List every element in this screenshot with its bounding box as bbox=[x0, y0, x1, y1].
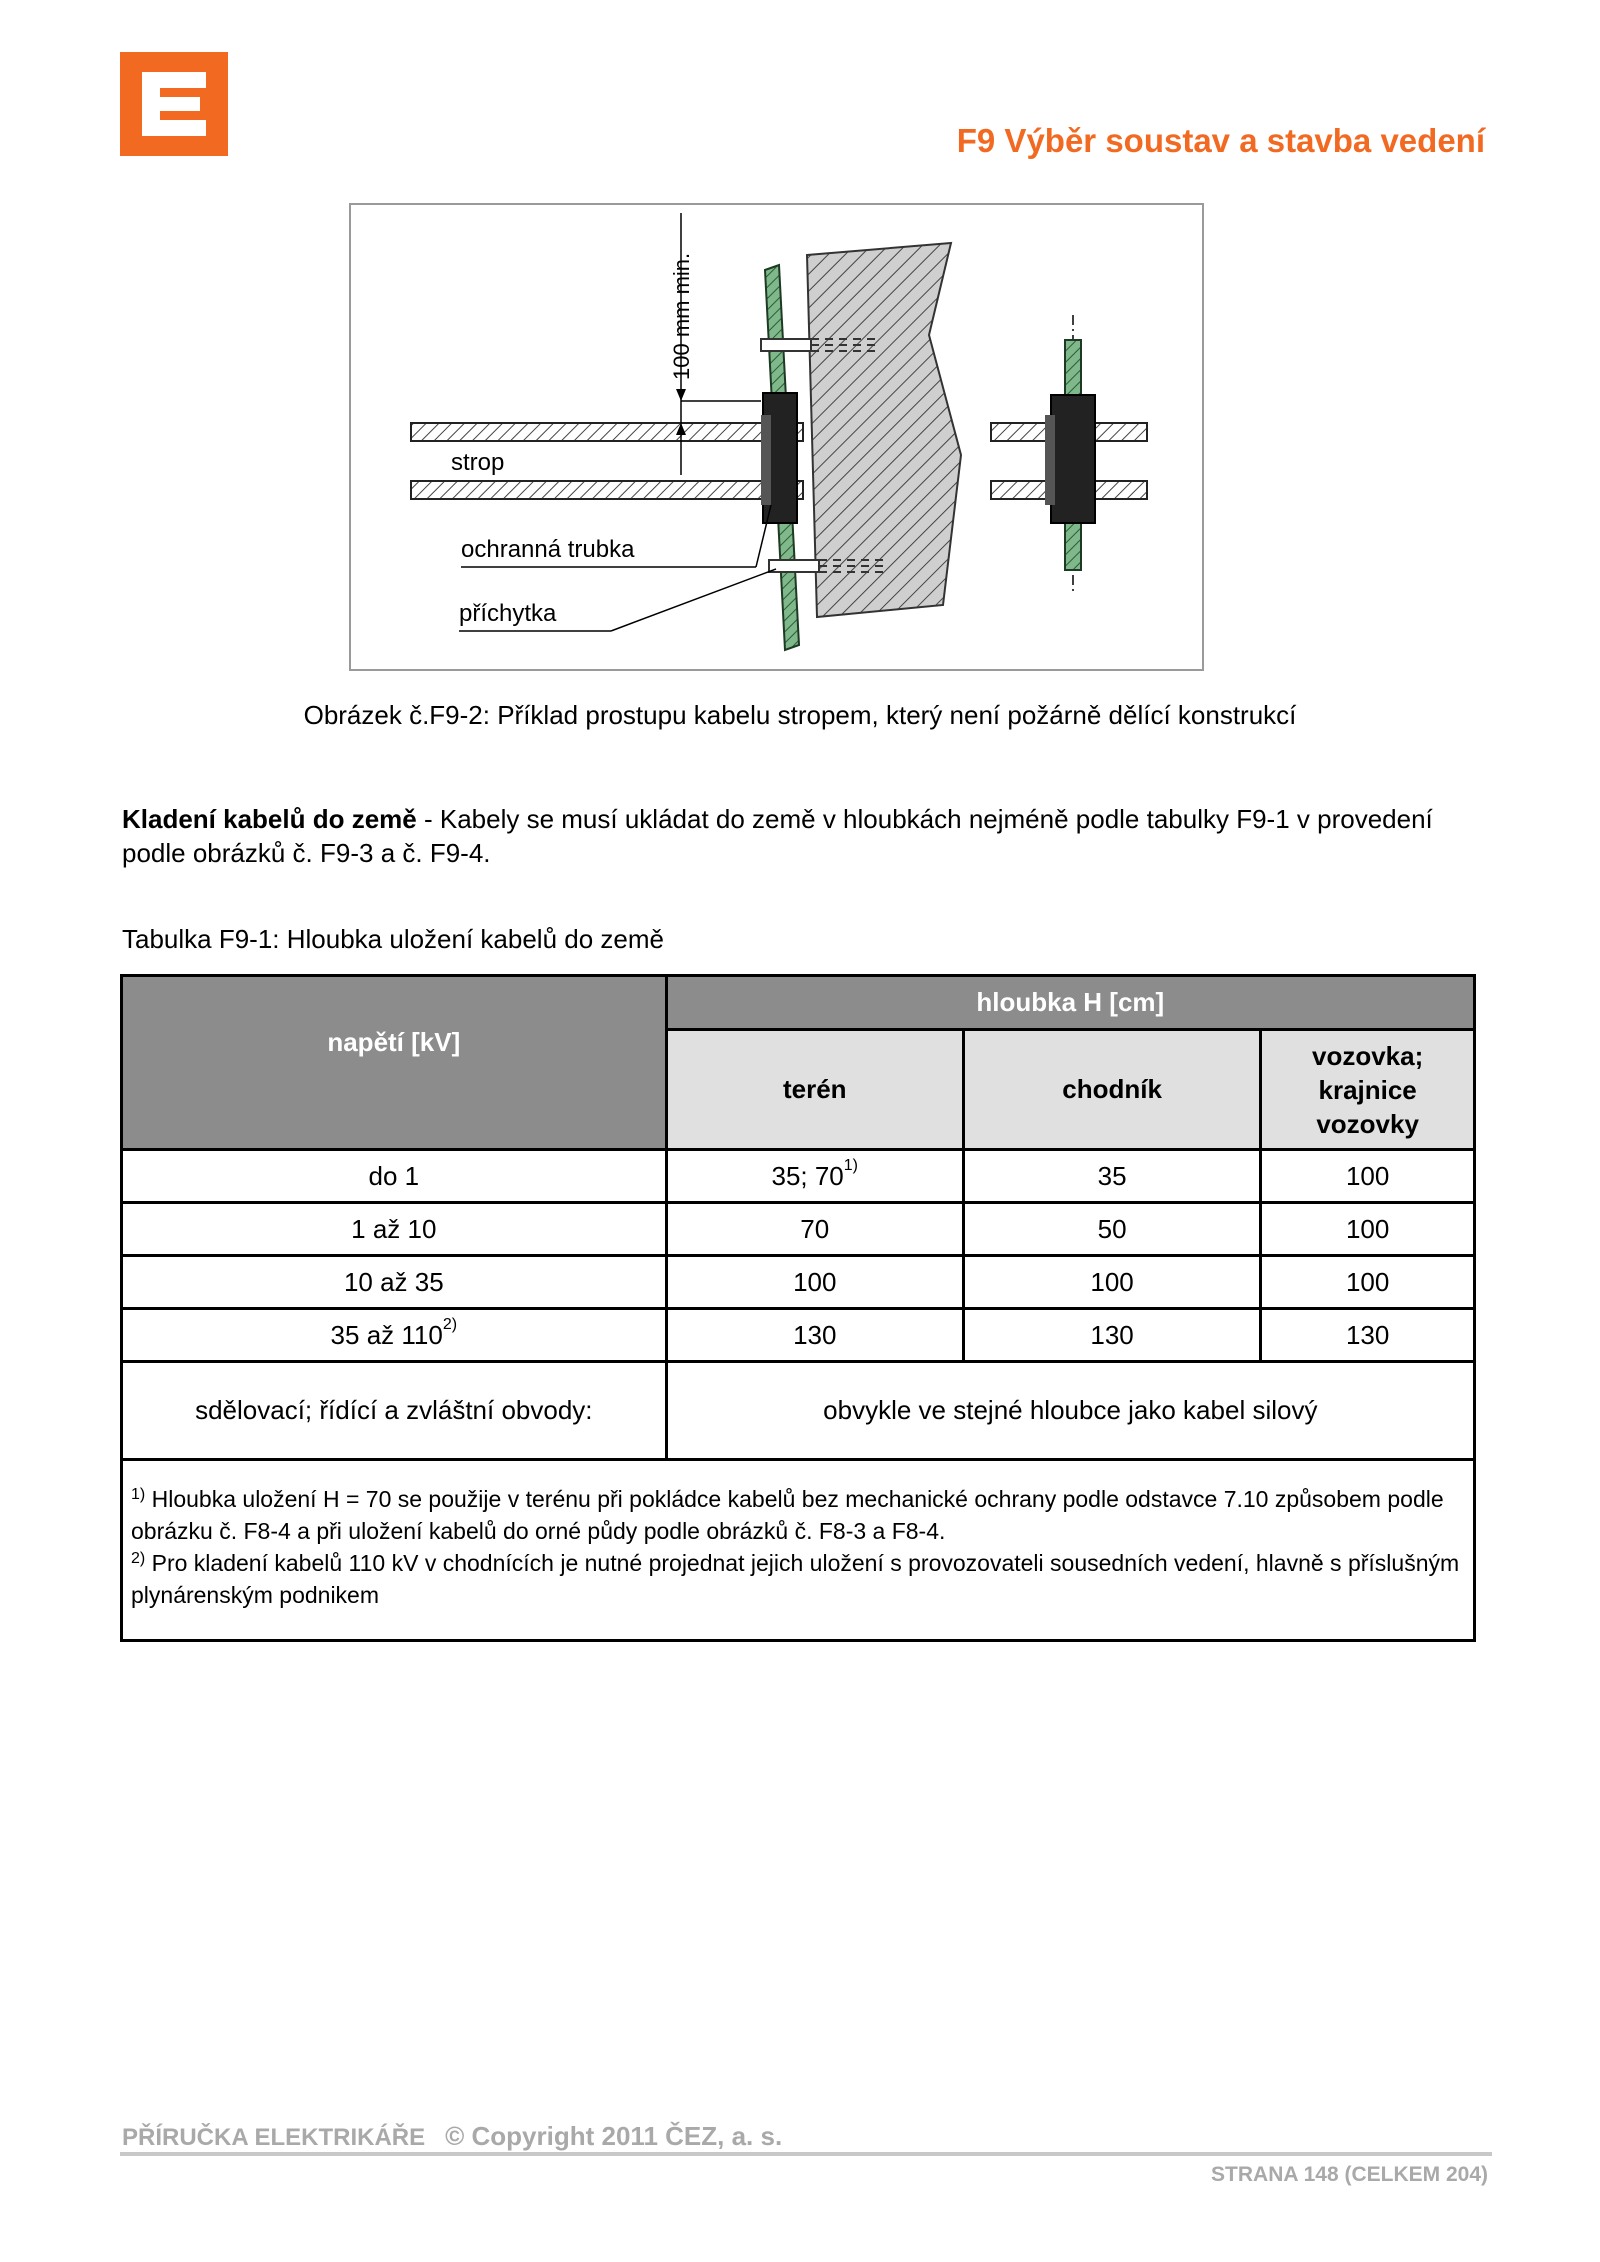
footer-divider bbox=[120, 2152, 1492, 2156]
subheader-chodnik: chodník bbox=[963, 1030, 1260, 1150]
cell-special-value: obvykle ve stejné hloubce jako kabel silový bbox=[666, 1362, 1474, 1460]
cable-passage-figure bbox=[349, 203, 1204, 671]
cell-vozovka: 130 bbox=[1261, 1309, 1475, 1362]
cell-voltage: 1 až 10 bbox=[122, 1203, 667, 1256]
table-row bbox=[122, 1203, 1475, 1256]
ceiling-slab-bottom bbox=[411, 481, 803, 499]
table-row bbox=[122, 1256, 1475, 1309]
protective-tube-right bbox=[1051, 395, 1095, 523]
table-row bbox=[122, 1150, 1475, 1203]
paragraph-text: - Kabely se musí ukládat do země v hloubkách nejméně podle tabulky F9-1 v provedení podle obrázků č. F9-3 a č. F9-4. bbox=[122, 804, 1433, 868]
page-number: STRANA 148 (CELKEM 204) bbox=[1211, 2163, 1488, 2186]
cell-teren: 100 bbox=[666, 1256, 963, 1309]
depth-table bbox=[120, 974, 1476, 1642]
table-title: Tabulka F9-1: Hloubka uložení kabelů do země bbox=[122, 924, 664, 954]
table-row bbox=[122, 1309, 1475, 1362]
ceiling-slab-top bbox=[411, 423, 803, 441]
cable-passage-diagram bbox=[351, 205, 1202, 669]
cell-chodnik: 130 bbox=[963, 1309, 1260, 1362]
footer-copyright: © Copyright 2011 ČEZ, a. s. bbox=[445, 2121, 783, 2151]
cell-vozovka: 100 bbox=[1261, 1203, 1475, 1256]
footnote-2: $^{2)}$ Pro kladení kabelů 110 kV v chodnících je nutné projednat jejich uložení s provozovateli sousedních vedení, hlavně s příslušným plynárenským podnikem bbox=[131, 1550, 1460, 1608]
footer-handbook: PŘÍRUČKA ELEKTRIKÁŘE bbox=[122, 2124, 426, 2151]
cell-voltage: 10 až 35 bbox=[122, 1256, 667, 1309]
footnote-ref: 2) bbox=[442, 1315, 458, 1333]
cell-teren: 130 bbox=[666, 1309, 963, 1362]
table-notes-row bbox=[122, 1460, 1475, 1641]
footnote-ref: 1) bbox=[843, 1156, 859, 1174]
table-row-special bbox=[122, 1362, 1475, 1460]
cell-teren: 35; 70 bbox=[771, 1160, 844, 1191]
subheader-vozovka: vozovka; krajnice vozovky bbox=[1261, 1030, 1475, 1150]
wall bbox=[807, 243, 961, 617]
figure-caption: Obrázek č.F9-2: Příklad prostupu kabelu stropem, který není požárně dělící konstrukcí bbox=[303, 700, 1297, 730]
cell-chodnik: 100 bbox=[963, 1256, 1260, 1309]
footnote-1: $^{1)}$ Hloubka uložení H = 70 se použije v terénu při pokládce kabelů bez mechanické ochrany podle odstavce 7.10 způsobem podle obrázku č. F8-4 a při uložení kabelů do orné půdy podle obrázků č. F8-3 a F8-4. bbox=[131, 1486, 1444, 1544]
label-clip: příchytka bbox=[459, 600, 557, 627]
label-protective-tube: ochranná trubka bbox=[461, 536, 635, 563]
footer-left bbox=[122, 2121, 782, 2152]
cez-logo bbox=[120, 52, 228, 156]
label-strop: strop bbox=[451, 449, 505, 476]
subheader-teren: terén bbox=[666, 1030, 963, 1150]
cell-chodnik: 35 bbox=[963, 1150, 1260, 1203]
table-notes bbox=[122, 1460, 1475, 1641]
cell-vozovka: 100 bbox=[1261, 1256, 1475, 1309]
cell-chodnik: 50 bbox=[963, 1203, 1260, 1256]
paragraph-bold-lead: Kladení kabelů do země bbox=[122, 804, 417, 834]
cell-teren: 70 bbox=[666, 1203, 963, 1256]
cell-voltage: 35 až 110 bbox=[330, 1319, 443, 1350]
cell-special-label: sdělovací; řídící a zvláštní obvody: bbox=[122, 1362, 667, 1460]
dimension-label: 100 mm min. bbox=[669, 252, 694, 380]
cell-vozovka: 100 bbox=[1261, 1150, 1475, 1203]
intro-paragraph bbox=[122, 802, 1482, 870]
header-voltage: napětí [kV] bbox=[122, 976, 667, 1150]
page-title: F9 Výběr soustav a stavba vedení bbox=[956, 122, 1485, 159]
cell-voltage: do 1 bbox=[368, 1160, 420, 1191]
header-depth: hloubka H [cm] bbox=[666, 976, 1474, 1030]
